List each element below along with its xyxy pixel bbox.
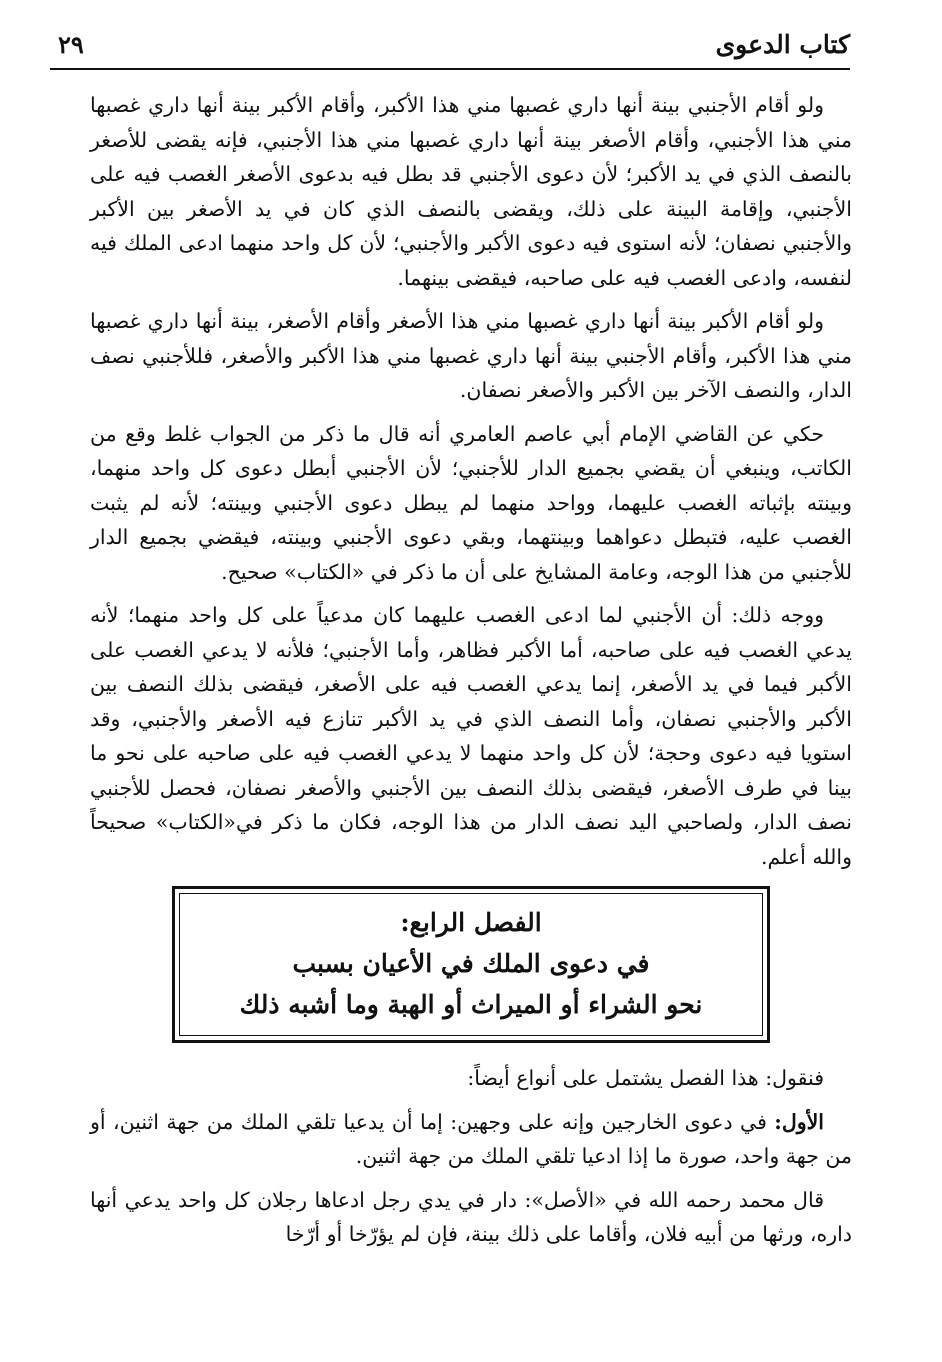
- section-heading: الفصل الرابع:: [400, 908, 542, 937]
- book-title: كتاب الدعوى: [715, 30, 850, 59]
- paragraph-3: حكي عن القاضي الإمام أبي عاصم العامري أنه قال ما ذكر من الجواب غلط وقع من الكاتب، وينبغي أن يقضي بجميع الدار للأجنبي؛ لأن الأجنبي أبطل دعوى كل واحد منهما، وبينته بإثباته الغصب عليهما، وواحد منهما لم يبطل دعوى الأجنبي وبينته؛ لأنه لم يثبت الغصب عليه، فتبطل دعواهما وبينتهما، وبقي دعوى الأجنبي وبينته، فيقضي بجميع الدار للأجنبي من هذا الوجه، وعامة المشايخ على أن ما ذكر في «الكتاب» صحيح.: [90, 421, 852, 584]
- section-subtitle-line-1: في دعوى الملك في الأعيان بسبب: [292, 949, 650, 978]
- paragraph-2: ولو أقام الأكبر بينة أنها داري غصبها مني هذا الأصغر وأقام الأصغر، بينة أنها داري غصبها مني هذا الأكبر، وأقام الأجنبي بينة أنها داري غصبها مني هذا الأكبر والأصغر، فللأجنبي نصف الدار، والنصف الآخر بين الأكبر والأصغر نصفان.: [90, 309, 852, 402]
- first-type-paragraph: [90, 1105, 852, 1174]
- intro-paragraph: فنقول: هذا الفصل يشتمل على أنواع أيضاً:: [467, 1066, 824, 1090]
- page-number: ٢٩: [58, 30, 84, 59]
- paragraph-4: ووجه ذلك: أن الأجنبي لما ادعى الغصب عليهما كان مدعياً على كل واحد منهما؛ لأنه يدعي الغصب فيه على صاحبه، أما الأكبر فظاهر، وأما الأجنبي؛ فلأنه لا يدعي الغصب على الأكبر فيما في يد الأصغر، إنما يدعي الغصب فيه على الأصغر، فيقضى بذلك النصف بين الأكبر والأجنبي نصفان، وأما النصف الذي في يد الأكبر تنازع فيه الأصغر والأجنبي، وقد استويا فيه دعوى وحجة؛ لأن كل واحد منهما لا يدعي الغصب فيه على صاحبه على نحو ما بينا في طرف الأصغر، فيقضى بذلك النصف بين الأجنبي والأصغر نصفان، فحصل للأجنبي نصف الدار، ولصاحبي اليد نصف الدار من هذا الوجه، فكان ما ذكر في«الكتاب» صحيحاً والله أعلم.: [90, 603, 852, 869]
- first-type-label: الأول:: [774, 1109, 824, 1134]
- section-title-inner: [179, 893, 763, 1036]
- page-header: [50, 28, 850, 70]
- first-type-text: في دعوى الخارجين وإنه على وجهين: إما أن يدعيا تلقي الملك من جهة اثنين، أو من جهة واحد، صورة ما إذا ادعيا تلقي الملك من جهة اثنين.: [90, 1109, 852, 1168]
- paragraph-1: ولو أقام الأجنبي بينة أنها داري غصبها مني هذا الأكبر، وأقام الأكبر بينة أنها داري غصبها مني هذا الأجنبي، وأقام الأصغر بينة أنها داري غصبها مني هذا الأجنبي، فإنه يقضى للأصغر بالنصف الذي في يد الأكبر؛ لأن دعوى الأجنبي قد بطل فيه بدعوى الأصغر الغصب فيه على الأجنبي، وإقامة البينة على ذلك، ويقضى بالنصف الذي كان في يد الأصغر بين الأكبر والأجنبي نصفان؛ لأنه استوى فيه دعوى الأكبر والأجنبي؛ لأن كل واحد منهما ادعى الملك فيه لنفسه، وادعى الغصب فيه على صاحبه، فيقضى بينهما.: [90, 93, 852, 290]
- page-body: [90, 88, 852, 1261]
- last-paragraph: قال محمد رحمه الله في «الأصل»: دار في يدي رجل ادعاها رجلان كل واحد يدعي أنها داره، ورثها من أبيه فلان، وأقاما على ذلك بينة، فإن لم يؤرّخا أو أرّخا: [90, 1187, 852, 1246]
- section-subtitle-line-2: نحو الشراء أو الميراث أو الهبة وما أشبه ذلك: [239, 990, 703, 1019]
- section-title-box: [172, 886, 770, 1043]
